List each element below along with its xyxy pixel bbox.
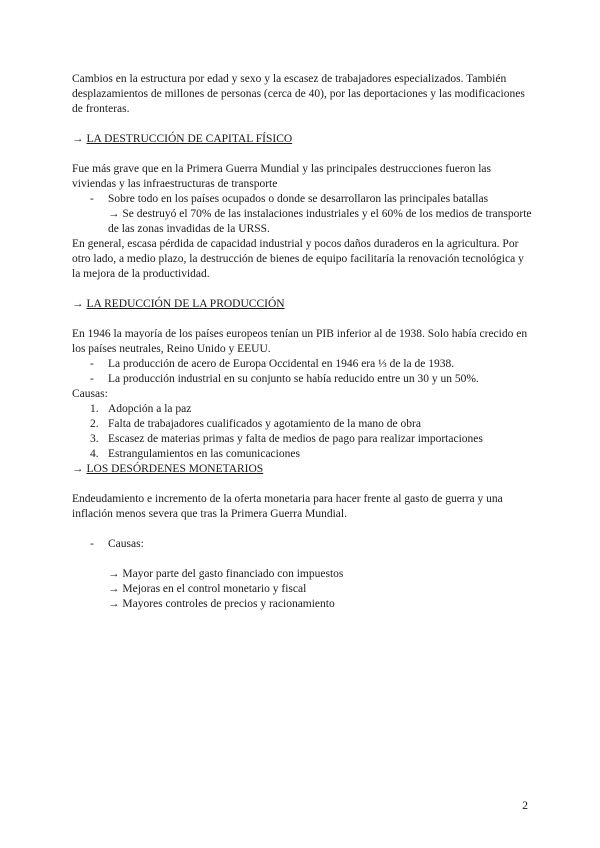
list-item [72, 447, 532, 462]
paragraph: Endeudamiento e incremento de la oferta monetaria para hacer frente al gasto de guerra y una inflación menos severa que tras la Primera Guerra Mundial. [72, 493, 503, 520]
list-number: 2. [90, 418, 99, 430]
paragraph: Fue más grave que en la Primera Guerra Mundial y las principales destrucciones fueron las viviendas y las infraestructuras de transporte [72, 163, 491, 190]
section-heading-monetarios [72, 462, 532, 477]
list-item-text: La producción de acero de Europa Occidental en 1946 era ⅓ de la de 1938. [108, 358, 455, 370]
section-title: LOS DESÓRDENES MONETARIOS [86, 463, 264, 475]
causes-label: Causas: [108, 538, 144, 550]
list-number: 3. [90, 433, 99, 445]
bullet-list [72, 192, 532, 237]
list-item: → Mayores controles de precios y racionamiento [108, 598, 335, 610]
list-item [72, 357, 532, 372]
intro-paragraph: Cambios en la estructura por edad y sexo y la escasez de trabajadores especializados. También desplazamientos de millones de personas (cerca de 40), por las deportaciones y las modificaciones de fronteras. [72, 73, 525, 115]
list-number: 1. [90, 403, 99, 415]
section-title: LA REDUCCIÓN DE LA PRODUCCIÓN [86, 298, 285, 310]
arrow-icon: → [72, 463, 84, 475]
spacer [72, 552, 532, 567]
section-title: LA DESTRUCCIÓN DE CAPITAL FÍSICO [86, 133, 293, 145]
paragraph: En 1946 la mayoría de los países europeos tenían un PIB inferior al de 1938. Solo había crecido en los países neutrales, Reino Unido y EEUU. [72, 328, 528, 355]
dash-marker: - [90, 373, 94, 385]
list-item: → Mejoras en el control monetario y fiscal [108, 583, 307, 595]
page-number: 2 [522, 800, 528, 812]
list-item [72, 402, 532, 417]
list-item-text: Estrangulamientos en las comunicaciones [108, 448, 300, 460]
document-page [72, 72, 532, 612]
list-item [72, 537, 532, 552]
bullet-list [72, 357, 532, 387]
causes-label: Causas: [72, 388, 108, 400]
list-item-text: Adopción a la paz [108, 403, 192, 415]
section-heading-produccion [72, 297, 532, 312]
list-item-text: La producción industrial en su conjunto se había reducido entre un 30 y un 50%. [108, 373, 479, 385]
list-item-text: Falta de trabajadores cualificados y agotamiento de la mano de obra [108, 418, 421, 430]
list-item [72, 432, 532, 447]
list-number: 4. [90, 448, 99, 460]
list-item-text: Escasez de materias primas y falta de medios de pago para realizar importaciones [108, 433, 483, 445]
list-item [72, 372, 532, 387]
arrow-list [72, 567, 532, 612]
list-item-text: Sobre todo en los países ocupados o donde se desarrollaron las principales batallas [108, 193, 489, 205]
list-item: → Mayor parte del gasto financiado con impuestos [108, 568, 344, 580]
list-item [72, 417, 532, 432]
arrow-icon: → [72, 298, 84, 310]
dash-marker: - [90, 193, 94, 205]
section-heading-capital [72, 132, 532, 147]
numbered-list [72, 402, 532, 462]
bullet-list [72, 537, 532, 552]
list-item [72, 192, 532, 237]
paragraph: En general, escasa pérdida de capacidad industrial y pocos daños duraderos en la agricultura. Por otro lado, a medio plazo, la destrucción de bienes de equipo facilitaría la renovación tecnológica y la mejora de la productividad. [72, 238, 524, 280]
dash-marker: - [90, 358, 94, 370]
dash-marker: - [90, 538, 94, 550]
arrow-icon: → [72, 133, 84, 145]
sub-item-text: → Se destruyó el 70% de las instalaciones industriales y el 60% de los medios de transporte de las zonas invadidas de la URSS. [108, 208, 532, 235]
